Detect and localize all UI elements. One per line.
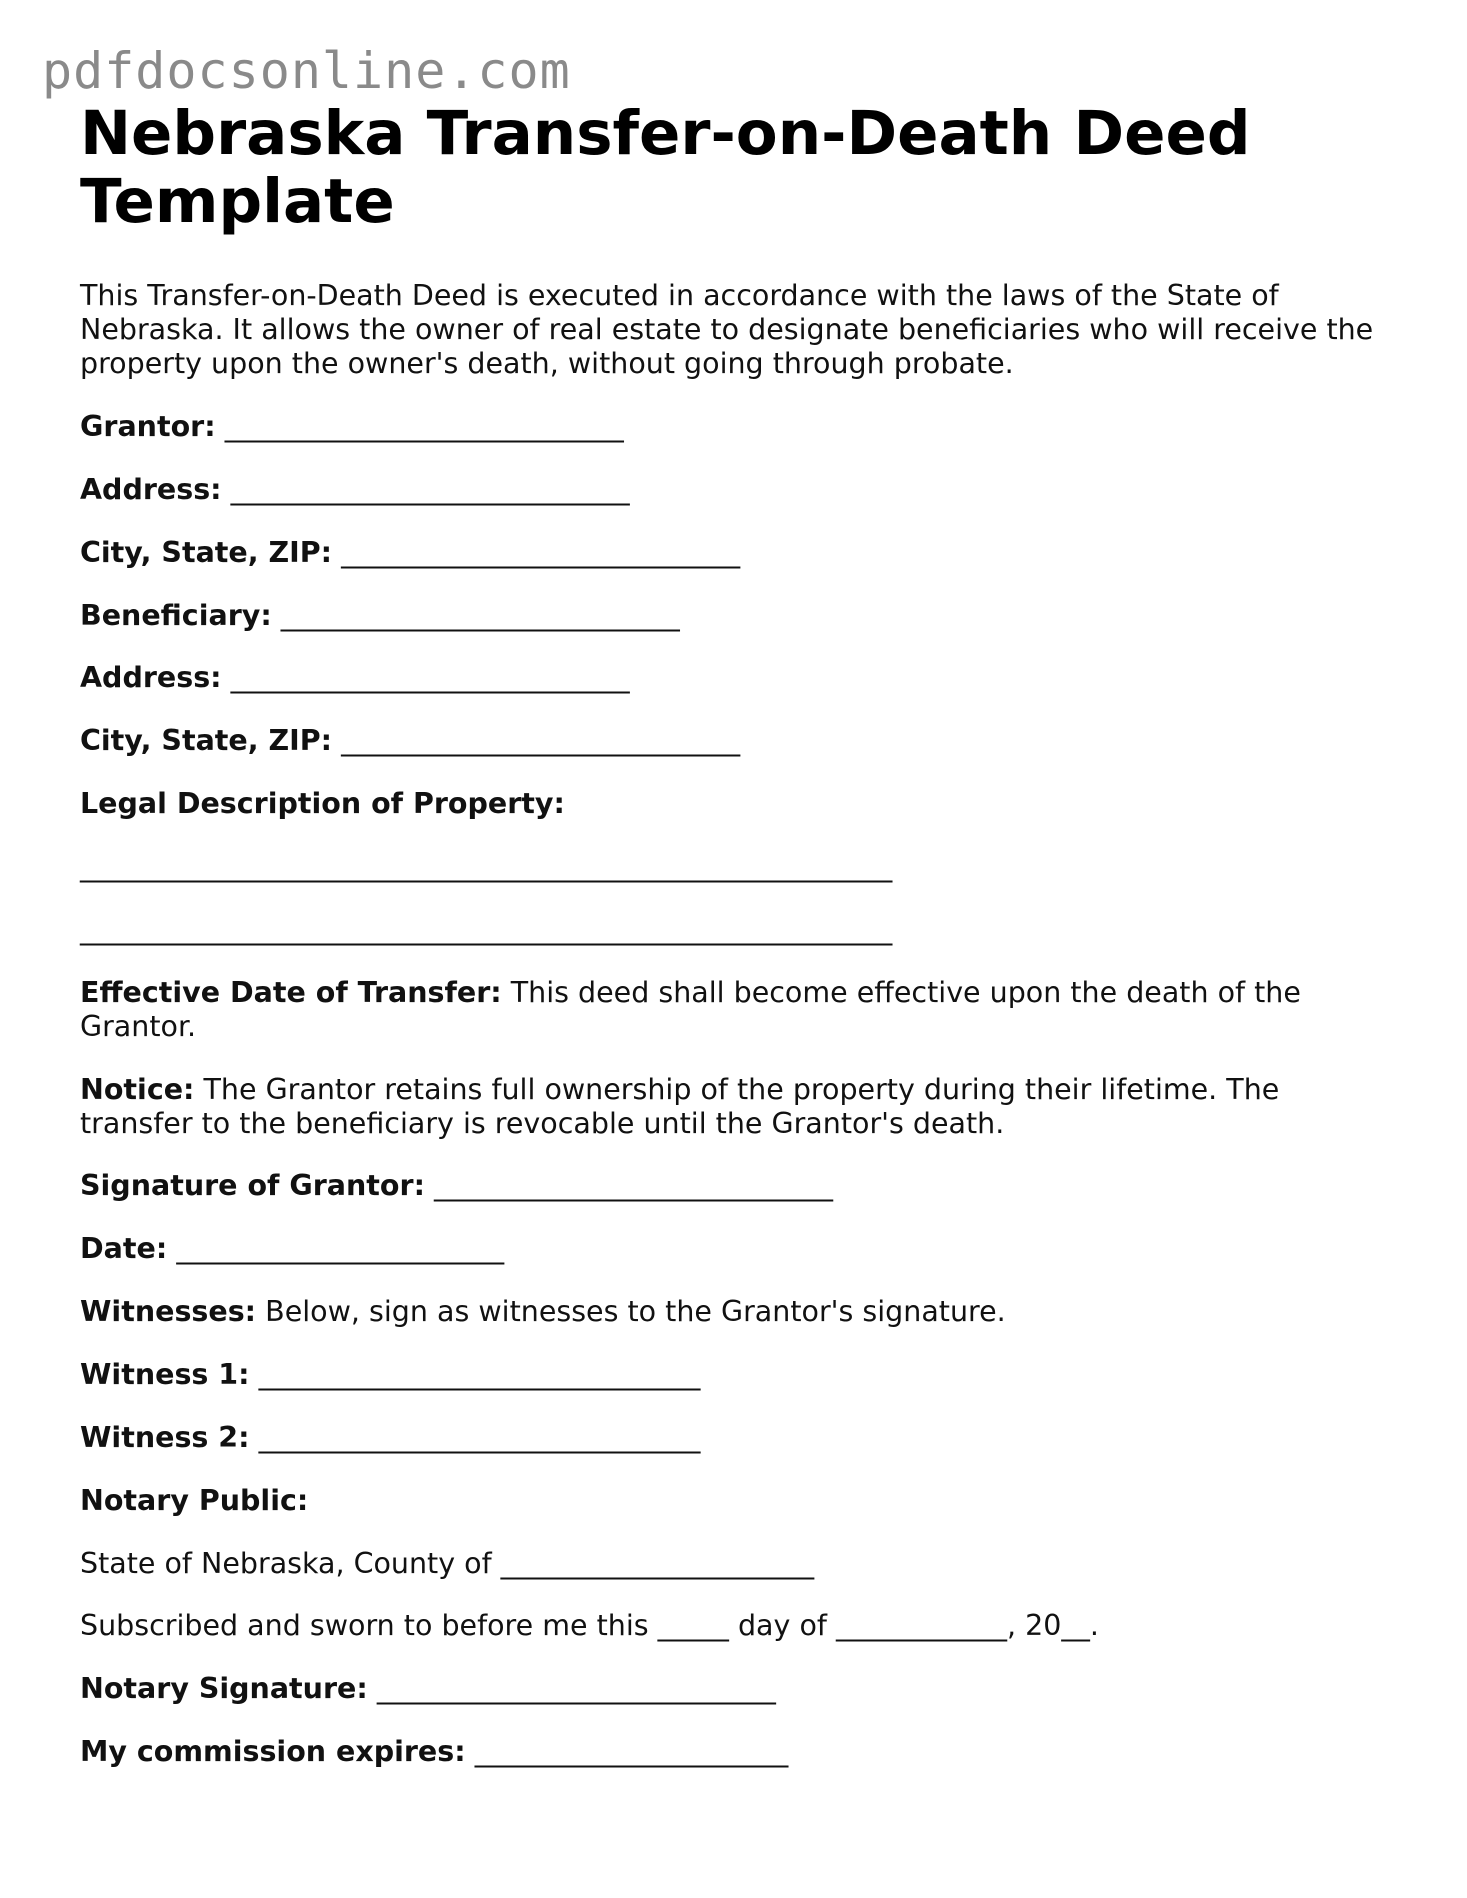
notary-signature-label: Notary Signature:: [80, 1672, 368, 1705]
commission-field[interactable]: [80, 1735, 788, 1769]
notice-paragraph: [80, 1073, 1400, 1141]
witnesses-text: Below, sign as witnesses to the Grantor's signature.: [256, 1295, 1006, 1328]
legal-description-heading: [80, 787, 565, 821]
date-label: Date:: [80, 1232, 168, 1265]
subscribed-line[interactable]: [80, 1609, 1099, 1643]
grantor-field[interactable]: [80, 410, 624, 444]
beneficiary-address-blank[interactable]: ____________________________: [230, 661, 630, 694]
notary-signature-field[interactable]: [80, 1672, 776, 1706]
subscribed-text[interactable]: Subscribed and sworn to before me this _____ day of ____________, 20__.: [80, 1609, 1099, 1642]
effective-date-paragraph: [80, 976, 1400, 1044]
legal-description-line-2[interactable]: [80, 913, 892, 947]
legal-description-label: Legal Description of Property:: [80, 787, 565, 820]
witnesses-label: Witnesses:: [80, 1295, 257, 1328]
beneficiary-address-label: Address:: [80, 661, 222, 694]
witness-1-blank[interactable]: _______________________________: [258, 1358, 701, 1391]
witnesses-paragraph: [80, 1295, 1006, 1329]
witness-1-label: Witness 1:: [80, 1358, 250, 1391]
commission-label: My commission expires:: [80, 1735, 466, 1768]
notary-public-heading: [80, 1484, 308, 1518]
grantor-signature-field[interactable]: [80, 1169, 833, 1203]
grantor-signature-label: Signature of Grantor:: [80, 1169, 425, 1202]
effective-date-text: This deed shall become effective upon the death of the Grantor.: [80, 976, 1301, 1043]
grantor-signature-blank[interactable]: ____________________________: [434, 1169, 834, 1202]
effective-date-label: Effective Date of Transfer:: [80, 976, 502, 1009]
beneficiary-field[interactable]: [80, 599, 680, 633]
beneficiary-city-blank[interactable]: ____________________________: [341, 724, 741, 757]
grantor-city-field[interactable]: [80, 536, 740, 570]
grantor-blank[interactable]: ____________________________: [224, 410, 624, 443]
witness-2-field[interactable]: [80, 1421, 700, 1455]
date-field[interactable]: [80, 1232, 504, 1266]
notice-label: Notice:: [80, 1073, 195, 1106]
beneficiary-label: Beneficiary:: [80, 599, 272, 632]
grantor-city-label: City, State, ZIP:: [80, 536, 333, 569]
legal-description-blank-1[interactable]: _________________________________________________________: [80, 850, 893, 883]
witness-2-blank[interactable]: _______________________________: [258, 1421, 701, 1454]
beneficiary-address-field[interactable]: [80, 661, 630, 695]
notary-public-label: Notary Public:: [80, 1484, 309, 1517]
document-title: Nebraska Transfer-on-Death Deed Template: [80, 98, 1251, 237]
beneficiary-blank[interactable]: ____________________________: [280, 599, 680, 632]
grantor-city-blank[interactable]: ____________________________: [341, 536, 741, 569]
commission-blank[interactable]: ______________________: [474, 1735, 789, 1768]
notice-text: The Grantor retains full ownership of the property during their lifetime. The transfer to the beneficiary is revocable until the Grantor's death.: [80, 1073, 1280, 1140]
county-line[interactable]: [80, 1547, 814, 1581]
grantor-address-blank[interactable]: ____________________________: [230, 473, 630, 506]
witness-2-label: Witness 2:: [80, 1421, 250, 1454]
grantor-address-label: Address:: [80, 473, 222, 506]
legal-description-blank-2[interactable]: _________________________________________________________: [80, 913, 893, 946]
grantor-address-field[interactable]: [80, 473, 630, 507]
witness-1-field[interactable]: [80, 1358, 700, 1392]
watermark: pdfdocsonline.com: [42, 42, 571, 100]
beneficiary-city-label: City, State, ZIP:: [80, 724, 333, 757]
notary-signature-blank[interactable]: ____________________________: [376, 1672, 776, 1705]
document-page: [80, 98, 1400, 1768]
grantor-label: Grantor:: [80, 410, 216, 443]
date-blank[interactable]: _______________________: [176, 1232, 505, 1265]
county-text[interactable]: State of Nebraska, County of ______________________: [80, 1547, 815, 1580]
beneficiary-city-field[interactable]: [80, 724, 740, 758]
legal-description-line-1[interactable]: [80, 850, 892, 884]
intro-paragraph: This Transfer-on-Death Deed is executed in accordance with the laws of the State of Nebraska. It allows the owner of real estate to designate beneficiaries who will receive the property upon the owner's death, without going through probate.: [80, 279, 1374, 380]
